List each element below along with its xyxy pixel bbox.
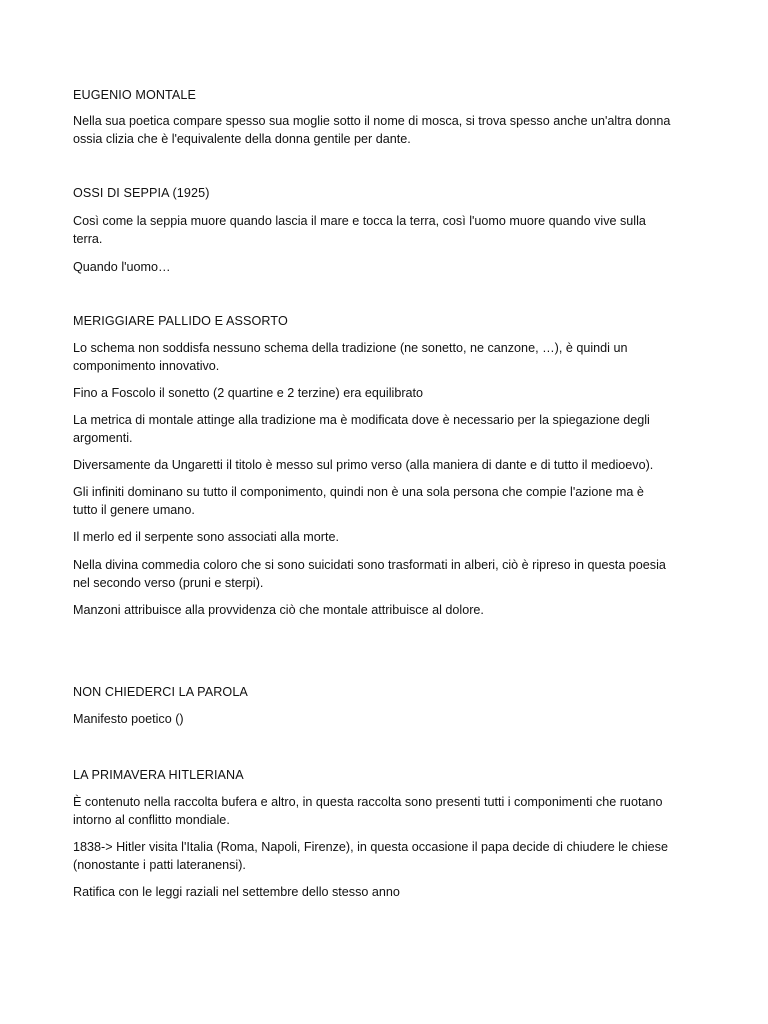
section-heading-ossi-di-seppia: OSSI DI SEPPIA (1925): [73, 186, 210, 200]
paragraph-line: È contenuto nella raccolta bufera e altro, in questa raccolta sono presenti tutti i componimenti che ruotano: [73, 795, 663, 809]
paragraph-line: argomenti.: [73, 431, 133, 445]
paragraph-line: 1838-> Hitler visita l'Italia (Roma, Napoli, Firenze), in questa occasione il papa decide di chiudere le chiese: [73, 840, 668, 854]
paragraph-line: La metrica di montale attinge alla tradizione ma è modificata dove è necessario per la spiegazione degli: [73, 413, 650, 427]
paragraph-line: Manzoni attribuisce alla provvidenza ciò che montale attribuisce al dolore.: [73, 603, 484, 617]
paragraph-line: tutto il genere umano.: [73, 503, 195, 517]
paragraph-line: Manifesto poetico (): [73, 712, 184, 726]
paragraph-line: Nella sua poetica compare spesso sua moglie sotto il nome di mosca, si trova spesso anche un'altra donna: [73, 114, 671, 128]
paragraph-line: Nella divina commedia coloro che si sono suicidati sono trasformati in alberi, ciò è ripreso in questa poesia: [73, 558, 666, 572]
paragraph-line: Gli infiniti dominano su tutto il componimento, quindi non è una sola persona che compie l'azione ma è: [73, 485, 644, 499]
paragraph-line: nel secondo verso (pruni e sterpi).: [73, 576, 264, 590]
section-heading-meriggiare: MERIGGIARE PALLIDO E ASSORTO: [73, 314, 288, 328]
paragraph-line: (nonostante i patti lateranensi).: [73, 858, 246, 872]
paragraph-line: componimento innovativo.: [73, 359, 220, 373]
paragraph-line: Quando l'uomo…: [73, 260, 171, 274]
paragraph-line: intorno al conflitto mondiale.: [73, 813, 230, 827]
paragraph-line: Fino a Foscolo il sonetto (2 quartine e 2 terzine) era equilibrato: [73, 386, 424, 400]
paragraph-line: Il merlo ed il serpente sono associati alla morte.: [73, 530, 339, 544]
paragraph-line: Così come la seppia muore quando lascia il mare e tocca la terra, così l'uomo muore quando vive sulla: [73, 214, 646, 228]
section-heading-eugenio-montale: EUGENIO MONTALE: [73, 88, 197, 102]
paragraph-line: ossia clizia che è l'equivalente della donna gentile per dante.: [73, 132, 411, 146]
paragraph-line: Lo schema non soddisfa nessuno schema della tradizione (ne sonetto, ne canzone, …), è quindi un: [73, 341, 628, 355]
paragraph-line: Diversamente da Ungaretti il titolo è messo sul primo verso (alla maniera di dante e di tutto il medioevo).: [73, 458, 654, 472]
section-heading-primavera-hitleriana: LA PRIMAVERA HITLERIANA: [73, 768, 244, 782]
section-heading-non-chiederci: NON CHIEDERCI LA PAROLA: [73, 685, 248, 699]
paragraph-line: Ratifica con le leggi raziali nel settembre dello stesso anno: [73, 885, 400, 899]
paragraph-line: terra.: [73, 232, 103, 246]
